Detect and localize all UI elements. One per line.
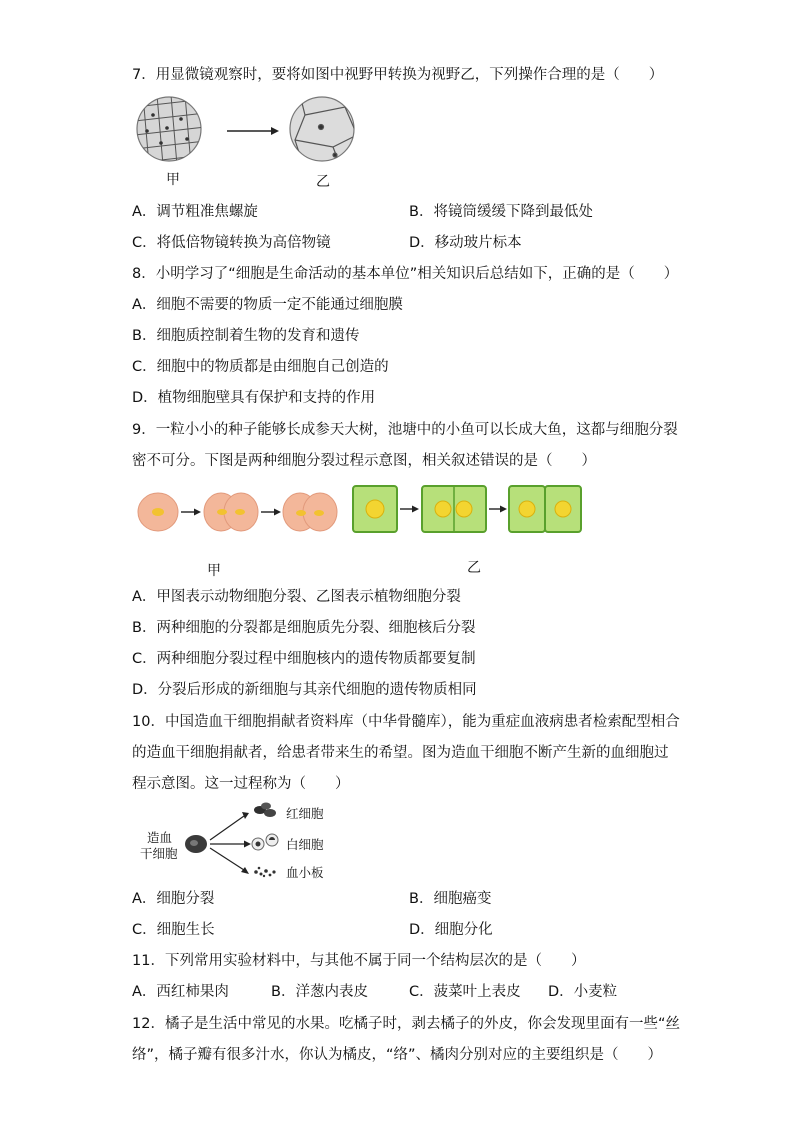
q9-label-a: 甲 (207, 563, 221, 579)
q8-option-d[interactable]: D．植物细胞壁具有保护和支持的作用 (132, 390, 376, 406)
q12-stem-line1: 12．橘子是生活中常见的水果。吃橘子时，剥去橘子的外皮，你会发现里面有一些“丝 (132, 1016, 680, 1032)
q12-stem-line2: 络”，橘子瓣有很多汁水，你认为橘皮，“络”、橘肉分别对应的主要组织是（ ） (132, 1047, 663, 1063)
q11-option-d[interactable]: D．小麦粒 (548, 984, 618, 1000)
q9-option-a[interactable]: A．甲图表示动物细胞分裂、乙图表示植物细胞分裂 (132, 589, 461, 605)
q10-platelet-label: 血小板 (286, 865, 324, 880)
q10-option-d[interactable]: D．细胞分化 (409, 922, 493, 938)
q7-option-a[interactable]: A．调节粗准焦螺旋 (132, 204, 258, 220)
q7-stem: 7．用显微镜观察时，要将如图中视野甲转换为视野乙，下列操作合理的是（ ） (132, 67, 664, 83)
animal-cell-stage-1 (138, 493, 178, 531)
q10-source-label-line2: 干细胞 (140, 846, 178, 861)
q9-option-d[interactable]: D．分裂后形成的新细胞与其亲代细胞的遗传物质相同 (132, 682, 477, 698)
q11-option-a[interactable]: A．西红柿果肉 (132, 984, 229, 1000)
q10-stem-line1: 10．中国造血干细胞捐献者资料库（中华骨髓库），能为重症血液病患者检索配型相合 (132, 714, 680, 730)
q10-source-label-line1: 造血 (147, 830, 173, 845)
q11-stem: 11．下列常用实验材料中，与其他不属于同一个结构层次的是（ ） (132, 953, 586, 969)
q8-option-a[interactable]: A．细胞不需要的物质一定不能通过细胞膜 (132, 297, 403, 313)
arrow-icon (489, 506, 507, 513)
plant-cell-stage-2 (422, 486, 486, 532)
plant-cell-stage-1 (353, 486, 397, 532)
q8-option-b[interactable]: B．细胞质控制着生物的发育和遗传 (132, 328, 360, 344)
q11-option-c[interactable]: C．菠菜叶上表皮 (409, 984, 521, 1000)
q9-stem-line2: 密不可分。下图是两种细胞分裂过程示意图，相关叙述错误的是（ ） (132, 453, 596, 469)
q10-white-cell-label: 白细胞 (286, 837, 324, 852)
microscope-field-b (290, 95, 357, 165)
red-blood-cell-icon (254, 803, 276, 818)
q10-red-cell-label: 红细胞 (286, 806, 324, 821)
arrow-icon (227, 127, 279, 135)
q10-option-c[interactable]: C．细胞生长 (132, 922, 215, 938)
arrow-icon (181, 509, 201, 516)
stem-cell-icon (185, 835, 207, 853)
q9-plant-division-figure (352, 485, 592, 535)
platelet-icon (254, 867, 275, 878)
arrow-icon (400, 506, 419, 513)
q10-option-a[interactable]: A．细胞分裂 (132, 891, 215, 907)
q7-label-a: 甲 (166, 172, 180, 188)
q7-option-c[interactable]: C．将低倍物镜转换为高倍物镜 (132, 235, 331, 251)
q7-option-b[interactable]: B．将镜筒缓缓下降到最低处 (409, 204, 593, 220)
q8-option-c[interactable]: C．细胞中的物质都是由细胞自己创造的 (132, 359, 389, 375)
q10-option-b[interactable]: B．细胞癌变 (409, 891, 492, 907)
q9-label-b: 乙 (467, 560, 481, 576)
q10-stem-line3: 程示意图。这一过程称为（ ） (132, 776, 350, 792)
q7-label-b: 乙 (316, 174, 330, 190)
q11-option-b[interactable]: B．洋葱内表皮 (271, 984, 368, 1000)
white-blood-cell-icon (252, 834, 278, 850)
q7-option-d[interactable]: D．移动玻片标本 (409, 235, 522, 251)
q8-stem: 8．小明学习了“细胞是生命活动的基本单位”相关知识后总结如下，正确的是（ ） (132, 266, 679, 282)
q9-option-c[interactable]: C．两种细胞分裂过程中细胞核内的遗传物质都要复制 (132, 651, 476, 667)
q9-animal-division-figure (136, 490, 336, 540)
q9-option-b[interactable]: B．两种细胞的分裂都是细胞质先分裂、细胞核后分裂 (132, 620, 476, 636)
q10-stem-line2: 的造血干细胞捐献者，给患者带来生的希望。图为造血干细胞不断产生新的血细胞过 (132, 745, 669, 761)
plant-cell-stage-3 (509, 486, 581, 532)
animal-cell-stage-3 (283, 493, 337, 531)
microscope-field-a (135, 95, 205, 165)
q9-stem-line1: 9．一粒小小的种子能够长成参天大树，池塘中的小鱼可以长成大鱼，这都与细胞分裂 (132, 422, 678, 438)
q7-figure (135, 95, 365, 175)
arrow-icon (261, 509, 281, 516)
branch-arrows (210, 812, 251, 874)
animal-cell-stage-2 (204, 493, 258, 531)
